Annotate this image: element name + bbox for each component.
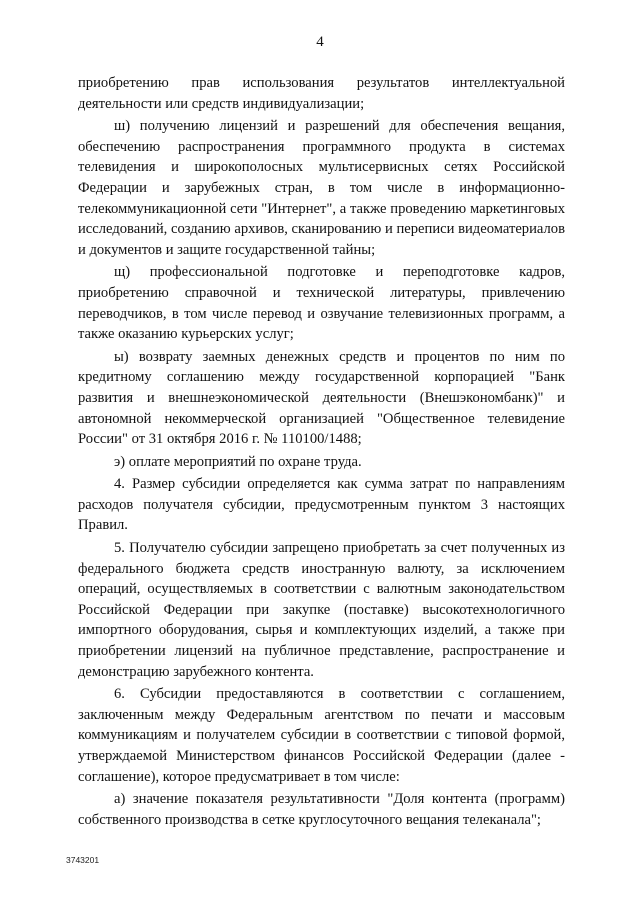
paragraph-clause-5: 5. Получателю субсидии запрещено приобретать за счет полученных из федерального бюджета средств иностранную валюту, за исключением операций, осуществляемых в соответствии с валютным законодательством Российской Федерации при закупке (поставке) высокотехнологичного импортного оборудования, сырья и комплектующих изделий, а также при приобретении лицензий на публичное представление, распространение и демонстрацию зарубежного контента. xyxy=(78,540,565,680)
document-code: 3743201 xyxy=(66,855,100,865)
paragraph-subitem-a: а) значение показателя результативности "Доля контента (программ) собственного производства в сетке круглосуточного вещания телеканала"; xyxy=(78,791,565,828)
paragraph-item-e: э) оплате мероприятий по охране труда. xyxy=(114,453,362,470)
paragraph-clause-4: 4. Размер субсидии определяется как сумма затрат по направлениям расходов получателя субсидии, предусмотренным пунктом 3 настоящих Правил. xyxy=(78,476,565,534)
paragraph-item-y: ы) возврату заемных денежных средств и процентов по ним по кредитному соглашению между государственной корпорацией "Банк развития и внешнеэкономической деятельности (Внешэкономбанк)" и автономной некоммерческой организацией "Общественное телевидение России" от 31 октября 2016 г. № 110100/1488; xyxy=(78,348,565,448)
paragraph-clause-6: 6. Субсидии предоставляются в соответствии с соглашением, заключенным между Федеральным агентством по печати и массовым коммуникациям и получателем субсидии в соответствии с типовой формой, утверждаемой Министерством финансов Российской Федерации (далее - соглашение), которое предусматривает в том числе: xyxy=(78,686,565,785)
paragraph-item-sh: ш) получению лицензий и разрешений для обеспечения вещания, обеспечению распространения программного продукта в системах телевидения и широкополосных мультисервисных сетях Российской Федерации и зарубежных стран, в том числе в информационно-телекоммуникационной сети "Интернет", а также проведению маркетинговых исследований, созданию архивов, сканированию и переписи видеоматериалов и документов и защите государственной тайны; xyxy=(78,118,565,258)
paragraph-continuation: приобретению прав использования результатов интеллектуальной деятельности или средств индивидуализации; xyxy=(78,75,565,112)
paragraph-item-shch: щ) профессиональной подготовке и переподготовке кадров, приобретению справочной и технической литературы, привлечению переводчиков, в том числе перевод и озвучание телевизионных программ, а также оказанию курьерских услуг; xyxy=(78,264,565,343)
page-number: 4 xyxy=(316,34,324,50)
document-body xyxy=(78,73,565,830)
